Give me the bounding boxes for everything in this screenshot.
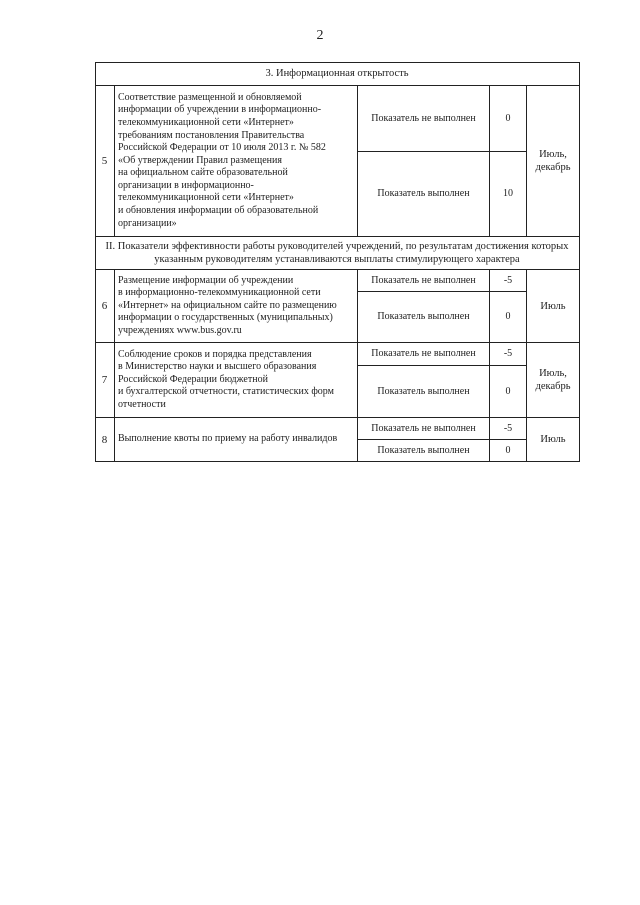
indicator-met: Показатель выполнен	[358, 440, 490, 462]
evaluation-period: Июль	[527, 418, 580, 462]
indicator-met: Показатель выполнен	[358, 292, 490, 343]
evaluation-period: Июль	[527, 270, 580, 343]
section-header-information-openness: 3. Информационная открытость	[95, 62, 580, 86]
criterion-description: Размещение информации об учреждении в информационно-телекоммуникационной сети «Интернет» на официальном сайте по размещению информации о государственных (муниципальных) учреждениях www.bus.gov.ru	[115, 270, 358, 343]
score-met: 0	[490, 292, 527, 343]
indicator-met: Показатель выполнен	[358, 152, 490, 237]
indicator-not-met: Показатель не выполнен	[358, 343, 490, 366]
indicator-not-met: Показатель не выполнен	[358, 270, 490, 292]
evaluation-period: Июль, декабрь	[527, 343, 580, 418]
row-number: 6	[95, 270, 115, 343]
criterion-description: Соответствие размещенной и обновляемой информации об учреждении в информационно- телекоммуникационной сети «Интернет» требованиям постановления Правительства Российской Федерации от 10 июля 2013 г. № 582 «Об утверждении Правил размещения на официальном сайте образовательной организации в информационно- телекоммуникационной сети «Интернет» и обновления информации об образовательной организации»	[115, 86, 358, 237]
row-number: 7	[95, 343, 115, 418]
score-not-met: -5	[490, 418, 527, 440]
indicator-not-met: Показатель не выполнен	[358, 418, 490, 440]
score-met: 10	[490, 152, 527, 237]
score-met: 0	[490, 366, 527, 418]
row-number: 5	[95, 86, 115, 237]
score-not-met: 0	[490, 86, 527, 152]
indicator-met: Показатель выполнен	[358, 366, 490, 418]
row-number: 8	[95, 418, 115, 462]
criterion-description: Выполнение квоты по приему на работу инвалидов	[115, 418, 358, 462]
indicator-not-met: Показатель не выполнен	[358, 86, 490, 152]
section-header-performance-indicators: II. Показатели эффективности работы руководителей учреждений, по результатам достижения которых указанным руководителям устанавливаются выплаты стимулирующего характера	[95, 237, 580, 270]
page-number: 2	[316, 28, 324, 43]
criterion-description: Соблюдение сроков и порядка представления в Министерство науки и высшего образования Российской Федерации бюджетной и бухгалтерской отчетности, статистических форм отчетности	[115, 343, 358, 418]
score-not-met: -5	[490, 343, 527, 366]
score-not-met: -5	[490, 270, 527, 292]
score-met: 0	[490, 440, 527, 462]
evaluation-period: Июль, декабрь	[527, 86, 580, 237]
